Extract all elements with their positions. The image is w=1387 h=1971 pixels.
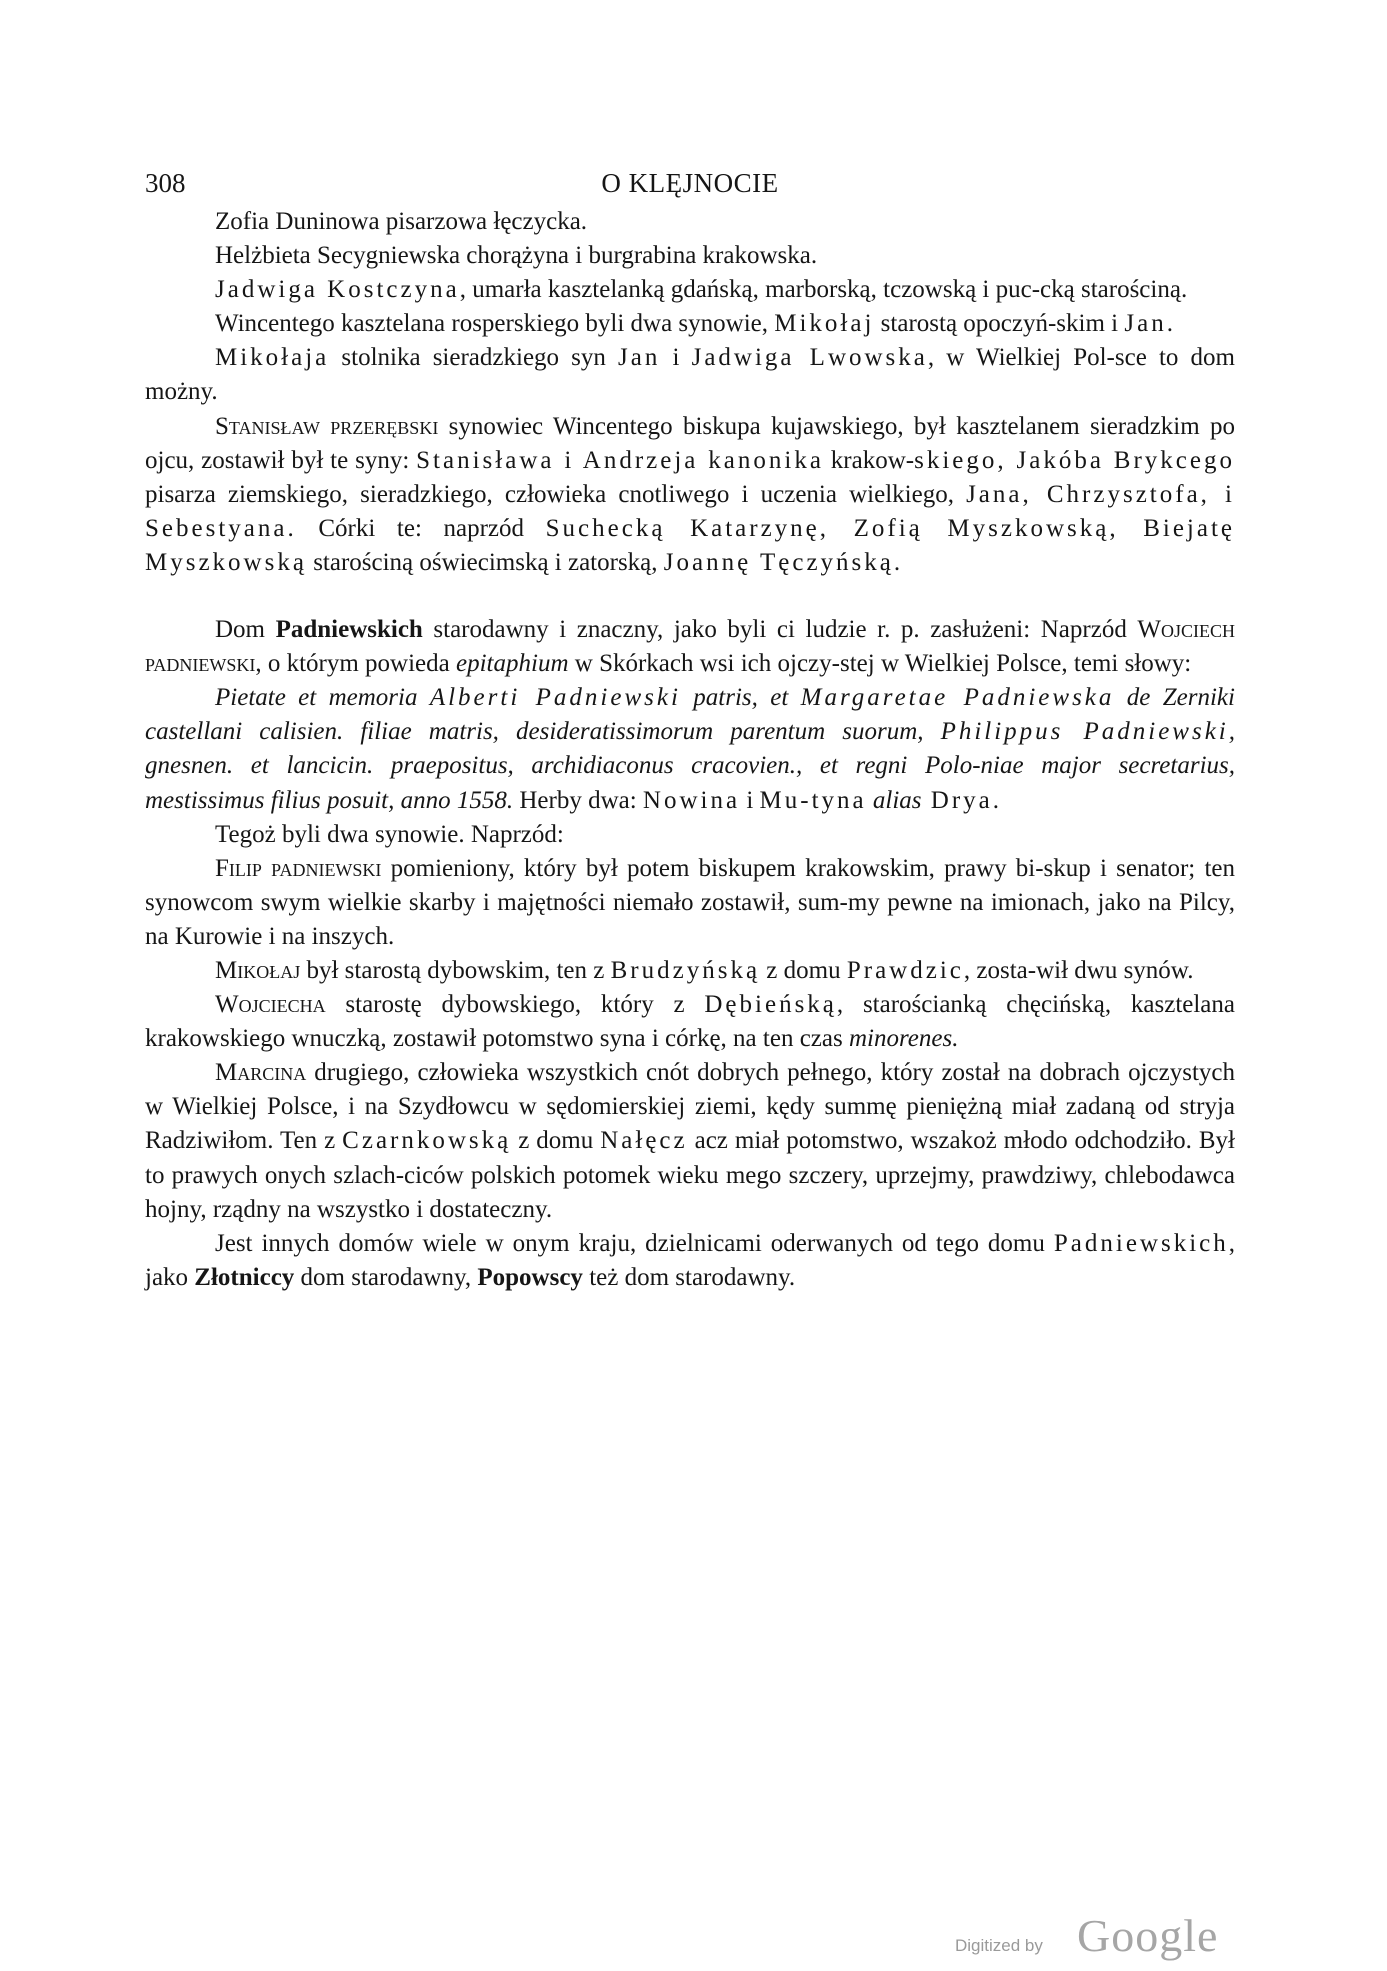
text-span: krakow- xyxy=(823,446,915,474)
paragraph xyxy=(145,988,1235,1056)
spaced-name: Nowina xyxy=(642,786,741,814)
paragraph xyxy=(145,1056,1235,1226)
spaced-name: skiego, Jakóba Brykcego xyxy=(914,446,1235,474)
text-span: był starostą dybowskim, ten z xyxy=(300,956,611,984)
bold-family-name: Popowscy xyxy=(477,1263,583,1291)
page-header xyxy=(145,168,1235,200)
text-span: starodawny i znaczny, jako byli ci ludzie r. p. zasłużeni: Naprzód xyxy=(422,616,1138,644)
text-span: pisarza ziemskiego, sieradzkiego, człowieka cnotliwego i uczenia wielkiego, xyxy=(145,480,967,508)
italic-span: , gnesnen. et lancicin. praepositus, archidiaconus cracovien., et regni Polo-niae major secretarius, mestissimus filius posuit, anno 1558. xyxy=(145,718,1235,814)
running-title: O KLĘJNOCIE xyxy=(601,168,779,198)
small-caps-name: Wojciech padniewski xyxy=(145,616,1236,678)
text-span: z domu xyxy=(511,1127,601,1155)
paragraph xyxy=(145,954,1235,988)
text-span: też dom starodawny. xyxy=(582,1263,796,1291)
spaced-italic-name: Margaretae Padniewska xyxy=(800,684,1115,712)
text-span: i xyxy=(660,344,692,372)
digitized-label: Digitized by xyxy=(955,1936,1043,1955)
text-span: w Skórkach wsi ich ojczy-stej w Wielkiej Polsce, temi słowy: xyxy=(568,650,1192,678)
paragraph xyxy=(145,239,1235,273)
paragraph xyxy=(145,273,1235,307)
spaced-name: Padniewskich xyxy=(1053,1229,1229,1257)
italic-span: minorenes. xyxy=(848,1025,959,1053)
spaced-name: Jan. xyxy=(1124,310,1176,338)
text-span: Dom xyxy=(215,616,276,644)
text-span: Zofia Duninowa pisarzowa łęczycka. xyxy=(215,208,588,235)
small-caps-name: Filip padniewski xyxy=(215,854,382,882)
paragraph xyxy=(145,205,1235,239)
spaced-name: Brudzyńską xyxy=(610,956,761,984)
spaced-name: Suchecką Katarzynę, Zofią Myszkowską, Biejatę Myszkowską xyxy=(145,514,1236,576)
text-span: starościną oświecimską i zatorską, xyxy=(306,548,664,576)
text-span: z domu xyxy=(760,956,847,984)
text-span: , umarła kasztelanką gdańską, marborską, tczowską i puc-cką starościną. xyxy=(459,276,1188,304)
spaced-name: Stanisława i Andrzeja kanonika xyxy=(416,446,824,474)
spaced-name: Jana, Chrzysztofa, i Sebestyana. xyxy=(145,480,1236,542)
bold-family-name: Złotniccy xyxy=(194,1263,295,1291)
text-span: Herby dwa: xyxy=(513,786,643,814)
spaced-name: Jadwiga Lwowska xyxy=(691,344,928,372)
italic-span: alias xyxy=(866,786,922,814)
spaced-name: Mikołaj xyxy=(774,310,875,338)
text-span: dom starodawny, xyxy=(294,1263,478,1291)
text-span: starostę dybowskiego, który z xyxy=(325,991,705,1019)
spaced-name: Dębieńską xyxy=(704,991,837,1019)
text-span: Tegoż byli dwa synowie. Naprzód: xyxy=(215,820,564,848)
text-span: starostą opoczyń-skim i xyxy=(874,310,1125,338)
text-span: , w Wielkiej Pol-sce to dom możny. xyxy=(145,344,1235,406)
text-span: Córki te: naprzód xyxy=(296,514,546,542)
spaced-name: Czarnkowską xyxy=(342,1127,512,1155)
italic-span: Pietate et memoria xyxy=(215,684,430,712)
text-span: Jest innych domów wiele w onym kraju, dzielnicami oderwanych od tego domu xyxy=(215,1229,1054,1257)
google-logo: Google xyxy=(1077,1910,1219,1961)
page-body xyxy=(145,205,1235,1295)
paragraph xyxy=(145,307,1235,341)
small-caps-name: Mikołaj xyxy=(215,956,301,984)
text-span: , jako xyxy=(145,1229,1235,1291)
italic-span: de Zerniki castellani calisien. filiae matris, desideratissimorum parentum suorum, xyxy=(145,684,1235,746)
paragraph xyxy=(145,818,1235,852)
paragraph xyxy=(145,613,1235,681)
paragraph xyxy=(145,1227,1235,1295)
paragraph xyxy=(145,852,1235,954)
digitized-footer xyxy=(955,1912,1255,1962)
spaced-italic-name: Philippus Padniewski xyxy=(940,718,1229,746)
text-span: i xyxy=(740,786,760,814)
spaced-name: Prawdzic xyxy=(846,956,964,984)
text-span: Helżbieta Secygniewska chorążyna i burgrabina krakowska. xyxy=(215,242,818,270)
italic-term: epitaphium xyxy=(456,650,569,678)
small-caps-name: Stanisław przerębski xyxy=(215,412,439,440)
spaced-name: Jan xyxy=(618,344,661,372)
paragraph xyxy=(145,341,1235,409)
small-caps-name: Marcina xyxy=(215,1059,307,1087)
text-span: synowiec Wincentego biskupa kujawskiego, był kasztelanem sieradzkim po ojcu, zostawił był te syny: xyxy=(145,412,1235,474)
spaced-italic-name: Alberti Padniewski xyxy=(429,684,681,712)
spaced-name: Jadwiga Kostczyna xyxy=(215,276,460,304)
spaced-name: Mu-tyna xyxy=(759,786,867,814)
spaced-name: Nałęcz xyxy=(600,1127,688,1155)
small-caps-name: Wojciecha xyxy=(215,991,326,1019)
text-span: drugiego, człowieka wszystkich cnót dobrych pełnego, który został na dobrach ojczystych w Wielkiej Polsce, i na Szydłowcu w sędomierskiej ziemi, kędy summę pieniężną miał zadaną od stryja Radziwiłom. Ten z xyxy=(145,1059,1235,1155)
latin-inscription xyxy=(145,681,1235,817)
spaced-name: Drya. xyxy=(921,786,1002,814)
italic-span: patris, et xyxy=(680,684,801,712)
text-span: , zosta-wił dwu synów. xyxy=(963,956,1194,984)
section-gap xyxy=(145,580,1235,613)
bold-family-name: Padniewskich xyxy=(275,616,423,644)
text-span: , starościanką chęcińską, kasztelana krakowskiego wnuczką, zostawił potomstwo syna i córkę, na ten czas xyxy=(145,991,1235,1053)
spaced-name: Mikołaja xyxy=(215,344,330,372)
text-span: Wincentego kasztelana rosperskiego byli dwa synowie, xyxy=(215,310,775,338)
paragraph xyxy=(145,410,1235,580)
text-span: stolnika sieradzkiego syn xyxy=(329,344,619,372)
text-span: , o którym powieda xyxy=(255,650,457,678)
page-number: 308 xyxy=(145,168,186,198)
text-span: pomieniony, który był potem biskupem krakowskim, prawy bi-skup i senator; ten synowcom swym wielkie skarby i majętności niemało zostawił, sum-my pewne na imionach, jako na Pilcy, na Kurowie i na inszych. xyxy=(145,854,1235,950)
text-span: acz miał potomstwo, wszakoż młodo odchodziło. Był to prawych onych szlach-ciców polskich potomek wieku mego szczery, uprzejmy, prawdziwy, chlebodawca hojny, rządny na wszystko i dostateczny. xyxy=(145,1127,1235,1223)
spaced-name: Joannę Tęczyńską. xyxy=(663,548,904,576)
